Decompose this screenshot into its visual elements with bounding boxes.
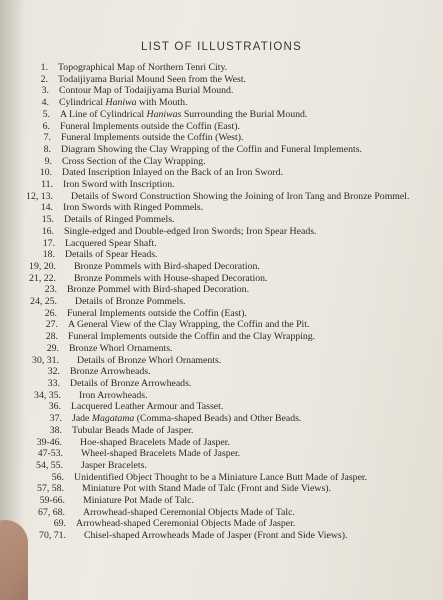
item-caption: Lacquered Spear Shaft. bbox=[65, 237, 157, 249]
item-number: 17. bbox=[42, 237, 55, 249]
item-caption: Bronze Whorl Ornaments. bbox=[69, 342, 173, 354]
list-item bbox=[0, 507, 443, 519]
list-item bbox=[0, 74, 443, 86]
page-title: LIST OF ILLUSTRATIONS bbox=[141, 41, 302, 53]
item-number: 30, 31. bbox=[32, 354, 59, 366]
item-caption: A General View of the Clay Wrapping, the Coffin and the Pit. bbox=[68, 319, 310, 331]
item-caption: Unidentified Object Thought to be a Miniature Lance Butt Made of Jasper. bbox=[74, 471, 368, 483]
list-item bbox=[0, 226, 443, 238]
list-item bbox=[0, 366, 443, 378]
list-item bbox=[0, 191, 443, 203]
item-caption: Funeral Implements outside the Coffin (East). bbox=[67, 307, 247, 319]
list-item bbox=[0, 460, 443, 472]
list-item bbox=[0, 156, 443, 168]
item-number: 8. bbox=[43, 143, 51, 155]
item-caption: Tubular Beads Made of Jasper. bbox=[72, 424, 194, 436]
item-caption: Diagram Showing the Clay Wrapping of the Coffin and Funeral Implements. bbox=[61, 143, 362, 155]
item-caption: Details of Bronze Pommels. bbox=[75, 296, 186, 308]
item-number: 28. bbox=[45, 331, 58, 343]
item-number: 32. bbox=[47, 366, 60, 378]
item-caption: Contour Map of Todaijiyama Burial Mound. bbox=[59, 85, 234, 97]
list-item bbox=[0, 249, 443, 261]
list-item bbox=[0, 472, 443, 484]
list-item bbox=[0, 437, 443, 449]
list-item bbox=[0, 530, 443, 542]
item-number: 34, 35. bbox=[34, 389, 61, 401]
list-item bbox=[0, 62, 443, 74]
item-caption: Arrowhead-shaped Ceremonial Objects Made of Talc. bbox=[83, 506, 295, 518]
item-caption: Bronze Pommels with House-shaped Decoration. bbox=[74, 272, 268, 284]
item-caption: Bronze Pommels with Bird-shaped Decoration. bbox=[74, 260, 260, 272]
list-item bbox=[0, 378, 443, 390]
item-caption: Funeral Implements outside the Coffin (West). bbox=[61, 132, 244, 144]
item-caption: Details of Ringed Pommels. bbox=[64, 214, 175, 226]
list-item bbox=[0, 109, 443, 121]
list-item bbox=[0, 425, 443, 437]
thumb bbox=[0, 520, 28, 600]
item-number: 33. bbox=[47, 377, 60, 389]
list-item bbox=[0, 343, 443, 355]
list-item bbox=[0, 483, 443, 495]
item-number: 57, 58. bbox=[37, 483, 64, 495]
item-caption: Hoe-shaped Bracelets Made of Jasper. bbox=[80, 436, 230, 448]
item-caption: Miniature Pot Made of Talc. bbox=[83, 495, 194, 507]
item-caption: Todaijiyama Burial Mound Seen from the West. bbox=[58, 73, 246, 85]
item-caption: Funeral Implements outside the Coffin and the Clay Wrapping. bbox=[68, 331, 316, 343]
item-number: 2. bbox=[40, 73, 48, 85]
item-number: 15. bbox=[41, 214, 54, 226]
item-caption: Jade Magatama (Comma-shaped Beads) and Other Beads. bbox=[72, 413, 302, 425]
item-number: 6. bbox=[42, 120, 50, 132]
item-caption: Details of Bronze Whorl Ornaments. bbox=[77, 354, 222, 366]
item-number: 29. bbox=[46, 342, 59, 354]
list-item bbox=[0, 238, 443, 250]
item-caption: Iron Arrowheads. bbox=[79, 389, 148, 401]
item-number: 19, 20. bbox=[29, 260, 56, 272]
item-caption: Dated Inscription Inlayed on the Back of an Iron Sword. bbox=[62, 167, 283, 179]
item-number: 38. bbox=[49, 424, 62, 436]
list-item bbox=[0, 413, 443, 425]
list-item bbox=[0, 448, 443, 460]
list-item bbox=[0, 284, 443, 296]
item-caption: Iron Sword with Inscription. bbox=[63, 179, 175, 191]
item-number: 11. bbox=[41, 179, 53, 191]
item-number: 12, 13. bbox=[26, 190, 53, 202]
item-caption: Wheel-shaped Bracelets Made of Jasper. bbox=[81, 448, 241, 460]
list-item bbox=[0, 179, 443, 191]
item-caption: Details of Spear Heads. bbox=[65, 249, 158, 261]
item-number: 36. bbox=[48, 401, 61, 413]
item-caption: Iron Swords with Ringed Pommels. bbox=[63, 202, 204, 214]
list-item bbox=[0, 319, 443, 331]
item-number: 16. bbox=[41, 225, 54, 237]
illustrations-list bbox=[0, 62, 443, 542]
item-number: 47-53. bbox=[37, 448, 63, 460]
item-number: 18. bbox=[42, 249, 55, 261]
list-item bbox=[0, 97, 443, 109]
list-item bbox=[0, 401, 443, 413]
list-item bbox=[0, 214, 443, 226]
list-item bbox=[0, 202, 443, 214]
item-caption: Bronze Arrowheads. bbox=[70, 366, 151, 378]
item-caption: Funeral Implements outside the Coffin (East). bbox=[60, 120, 240, 132]
list-item bbox=[0, 132, 443, 144]
item-number: 67, 68. bbox=[38, 506, 65, 518]
item-number: 4. bbox=[41, 97, 49, 109]
item-number: 1. bbox=[40, 62, 48, 73]
list-item bbox=[0, 390, 443, 402]
item-caption: Cross Section of the Clay Wrapping. bbox=[62, 155, 206, 167]
item-number: 5. bbox=[42, 108, 50, 120]
list-item bbox=[0, 273, 443, 285]
item-number: 3. bbox=[41, 85, 49, 97]
item-number: 23. bbox=[44, 284, 57, 296]
item-caption: Miniature Pot with Stand Made of Talc (Front and Side Views). bbox=[82, 483, 331, 495]
item-number: 9. bbox=[44, 155, 52, 167]
item-number: 69. bbox=[53, 518, 66, 530]
item-number: 56. bbox=[51, 471, 64, 483]
list-item bbox=[0, 144, 443, 156]
item-number: 7. bbox=[43, 132, 51, 144]
item-caption: Single-edged and Double-edged Iron Swords; Iron Spear Heads. bbox=[64, 225, 317, 237]
item-caption: Bronze Pommel with Bird-shaped Decoration. bbox=[67, 284, 250, 296]
list-item bbox=[0, 261, 443, 273]
item-number: 14. bbox=[40, 202, 53, 214]
item-number: 26. bbox=[44, 307, 57, 319]
list-item bbox=[0, 518, 443, 530]
list-item bbox=[0, 308, 443, 320]
list-item bbox=[0, 355, 443, 367]
item-caption: Chisel-shaped Arrowheads Made of Jasper (Front and Side Views). bbox=[84, 530, 348, 542]
item-number: 70, 71. bbox=[39, 530, 66, 542]
item-caption: Jasper Bracelets. bbox=[81, 459, 147, 471]
list-item bbox=[0, 331, 443, 343]
item-number: 27. bbox=[45, 319, 58, 331]
item-number: 21, 22. bbox=[29, 272, 56, 284]
list-item bbox=[0, 495, 443, 507]
item-caption: Cylindrical Haniwa with Mouth. bbox=[59, 97, 188, 109]
list-item bbox=[0, 85, 443, 97]
item-caption: Topographical Map of Northern Tenri City. bbox=[58, 62, 228, 73]
item-number: 10. bbox=[39, 167, 52, 179]
item-caption: Details of Bronze Arrowheads. bbox=[70, 377, 192, 389]
item-number: 39-46. bbox=[36, 436, 62, 448]
item-caption: Lacquered Leather Armour and Tasset. bbox=[71, 401, 224, 413]
item-caption: Arrowhead-shaped Ceremonial Objects Made of Jasper. bbox=[76, 518, 296, 530]
item-caption: Details of Sword Construction Showing the Joining of Iron Tang and Bronze Pommel. bbox=[71, 190, 410, 202]
item-number: 59-66. bbox=[39, 495, 65, 507]
item-number: 37. bbox=[49, 413, 62, 425]
list-item bbox=[0, 296, 443, 308]
item-number: 54, 55. bbox=[36, 459, 63, 471]
list-item bbox=[0, 167, 443, 179]
item-caption: A Line of Cylindrical Haniwas Surrounding the Burial Mound. bbox=[60, 108, 308, 120]
list-item bbox=[0, 121, 443, 133]
item-number: 24, 25. bbox=[30, 296, 57, 308]
